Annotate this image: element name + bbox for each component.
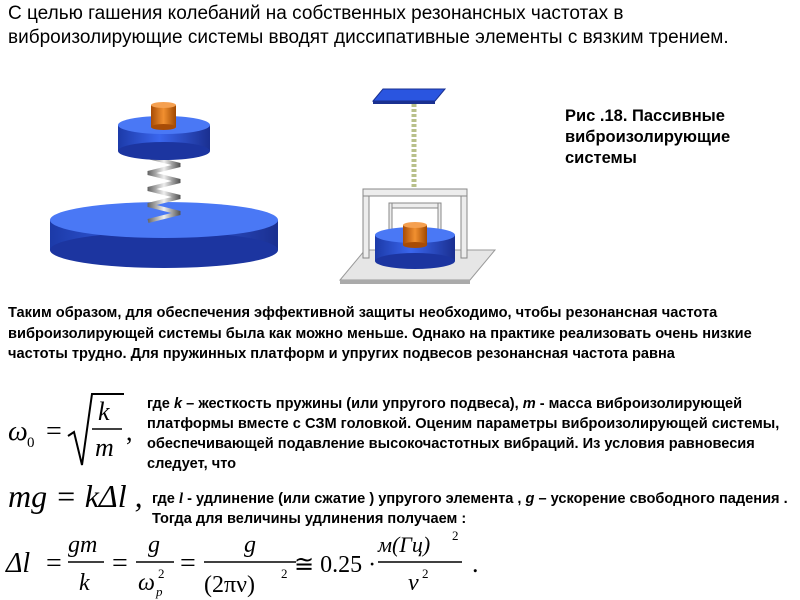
f4-num-sup: 2 (452, 530, 459, 543)
formula-dot: . (472, 549, 479, 578)
omega-symbol: ω (8, 416, 28, 447)
fraction-numerator: k (98, 397, 110, 426)
f2-sub: p (156, 584, 163, 599)
intro-text: С целью гашения колебаний на собственных резонансных частотах в виброизолирующие системы вводят диссипативные элементы с вязким трением. (8, 3, 729, 48)
p3-text-c: – ускорение свободного падения . Тогда для величины удлинения получаем : (152, 491, 788, 527)
f4-den: ν (408, 570, 419, 596)
base-plate (50, 202, 278, 268)
f4-den-sup: 2 (422, 566, 429, 581)
main-paragraph: Таким образом, для обеспечения эффективной защиты необходимо, чтобы резонансная частота виброизолирующей системы была как можно меньше. Однако на практике реализовать очень низкие частоты трудно. Для пружинных платформ и упругих подвесов резонансная частота равна (8, 305, 752, 362)
spring-platform-figure (40, 95, 290, 275)
p3-text-b: - удлинение (или сжатие ) упругого элемента , (183, 491, 526, 507)
eq-2: = (112, 548, 128, 579)
p2-k-symbol: k (173, 396, 183, 412)
omega-subscript: 0 (27, 435, 35, 451)
formula-comma: , (126, 417, 133, 446)
suspended-mass (403, 222, 427, 248)
suspension-top-plate (373, 89, 445, 104)
p3-l-symbol: l (178, 491, 184, 507)
delta-l: Δl (6, 548, 31, 579)
figure-caption: Рис .18. Пассивные виброизолирующие системы (565, 107, 731, 167)
p2-text-b: – жесткость пружины (или упругого подвеса), (182, 396, 523, 412)
eq-1: = (46, 548, 62, 579)
formula-elongation (4, 530, 504, 600)
f1-num: gm (68, 532, 98, 558)
eq-3: = (180, 548, 196, 579)
f3-den: (2πν) (204, 572, 255, 598)
explanation-k-m (147, 394, 795, 474)
f3-sup: 2 (281, 566, 288, 581)
f2-sup: 2 (158, 566, 165, 581)
f2-den: ω (138, 570, 155, 596)
approx-value: ≅ 0.25 · (294, 552, 377, 578)
mass-block (151, 102, 176, 130)
explanation-l-g (152, 489, 797, 529)
p3-text-a: где (152, 491, 179, 507)
fraction-denominator: m (95, 433, 114, 462)
formula-resonance (6, 390, 141, 470)
p2-text-c: - масса виброизолирующей платформы вместе с СЗМ головкой. Оценим параметры виброизолирующей системы, обеспечивающей подавление высокочастотных вибраций. Из условия равновесия следует, что (147, 396, 780, 472)
suspension-figure (335, 85, 505, 285)
formula-equilibrium: mg = kΔl , (8, 478, 143, 514)
equals-sign: = (46, 416, 62, 447)
f2-num: g (148, 532, 160, 558)
f1-den: k (79, 570, 90, 596)
p2-text-a: где (147, 396, 174, 412)
p2-m-symbol: m (522, 396, 536, 412)
p3-g-symbol: g (525, 491, 535, 507)
f4-num: м(Гц) (378, 532, 431, 557)
f3-num: g (244, 532, 256, 558)
